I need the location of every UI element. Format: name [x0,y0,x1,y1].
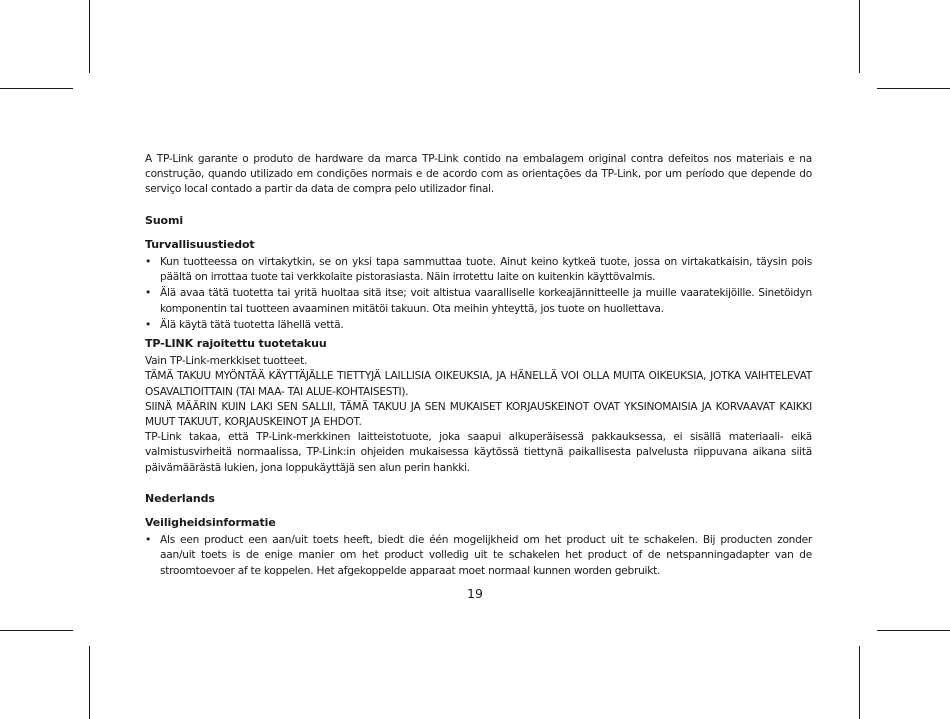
safety-list-nederlands [145,533,812,579]
page-number: 19 [467,586,483,601]
document-body [145,152,812,580]
list-item: • Kun tuotteessa on virtakytkin, se on yksi tapa sammuttaa tuote. Ainut keino kytkeä tuote, jossa on virtakatkaisin, täysin pois päältä on irrottaa tuote tai verkkolaite pistorasiasta. Näin irrotettu laite on kuitenkin käyttövalmis. [145,256,812,284]
crop-mark-top-right [859,0,860,73]
bullet-icon: • [145,256,151,269]
warranty-paragraph: TÄMÄ TAKUU MYÖNTÄÄ KÄYTTÄJÄLLE TIETTYJÄ LAILLISIA OIKEUKSIA, JA HÄNELLÄ VOI OLLA MUITA OIKEUKSIA, JOTKA VAIHTELEVAT OSAVALTIOITTAIN (TAI MAA- TAI ALUE-KOHTAISESTI). [145,370,812,398]
bullet-icon: • [145,287,151,300]
intro-paragraph: A TP-Link garante o produto de hardware da marca TP-Link contido na embalagem original contra defeitos nos materiais e na construção, quando utilizado em condições normais e de acordo com as orientações da TP-Link, por um período que depende do serviço local contado a partir da data de compra pelo utilizador final. [145,153,812,196]
list-item: • Als een product een aan/uit toets heeft, biedt die één mogelijkheid om het product uit te schakelen. Bij producten zonder aan/uit toets is de enige manier om het product volledig uit te schakelen het product of de netspanningadapter van de stroomtoevoer af te koppelen. Het afgekoppelde apparaat moet normaal kunnen worden gebruikt. [145,534,812,577]
language-heading-suomi: Suomi [145,213,184,227]
bullet-icon: • [145,534,151,547]
safety-list-suomi [145,255,812,333]
crop-mark-bottom-left-horizontal [0,630,73,631]
bullet-icon: • [145,318,151,331]
list-item: • Älä käytä tätä tuotetta lähellä vettä. [145,318,812,333]
warranty-paragraph: SIINÄ MÄÄRIN KUIN LAKI SEN SALLII, TÄMÄ TAKUU JA SEN MUKAISET KORJAUSKEINOT OVAT YKSINOMAISIA JA KORVAAVAT KAIKKI MUUT TAKUUT, KORJAUSKEINOT JA EHDOT. [145,400,812,429]
crop-mark-bottom-right-horizontal [877,630,950,631]
crop-mark-top-left-horizontal [0,88,73,89]
list-item: • Älä avaa tätä tuotetta tai yritä huoltaa sitä itse; voit altistua vaaralliselle korkeajännitteelle ja muille vaaratekijöille. Sinetöidyn komponentin tai tuotteen avaaminen mitätöi takuun. Ota meihin yhteyttä, jos tuote on huollettava. [145,287,812,315]
crop-mark-bottom-right [859,646,860,719]
crop-mark-bottom-left [89,646,90,719]
language-heading-nederlands: Nederlands [145,491,215,505]
safety-heading-nederlands: Veiligheidsinformatie [145,516,276,530]
warranty-paragraph: Vain TP-Link-merkkiset tuotteet. [145,355,308,368]
warranty-paragraph: TP-Link takaa, että TP-Link-merkkinen laitteistotuote, joka saapui alkuperäisessä pakkauksessa, ei sisällä materiaali- eikä valmistusvirheitä normaalissa, TP-Link:in ohjeiden mukaisessa käytössä tiettynä paikallisesta palvelusta riippuvana aikana siitä päivämäärästä lukien, jona loppukäyttäjä sen alun perin hankki. [145,431,812,474]
crop-mark-top-right-horizontal [877,88,950,89]
warranty-heading-suomi: TP-LINK rajoitettu tuotetakuu [145,337,327,351]
safety-heading-suomi: Turvallisuustiedot [145,237,255,251]
crop-mark-top-left [89,0,90,73]
